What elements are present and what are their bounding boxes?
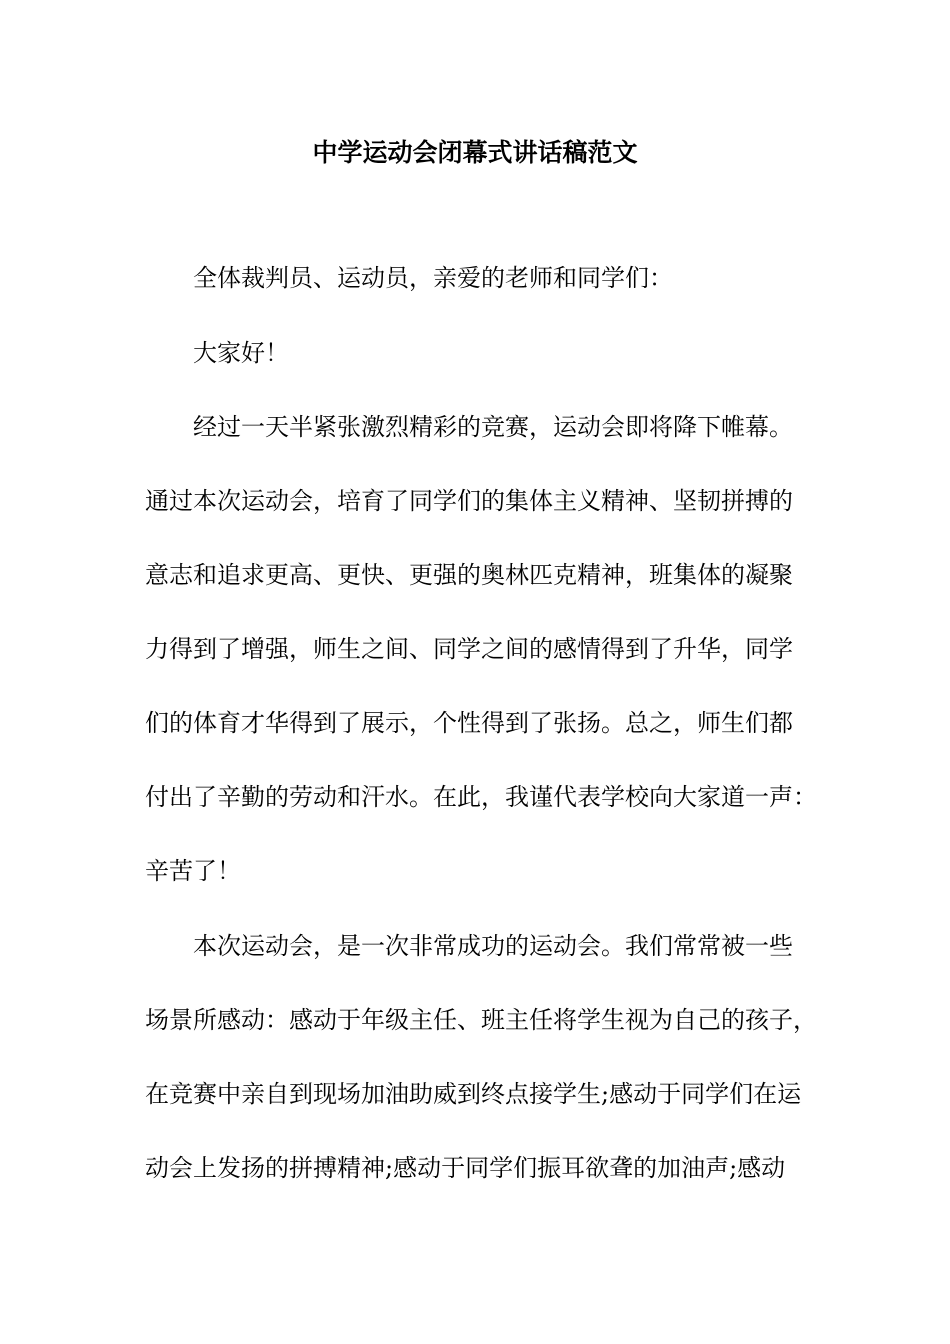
paragraph-1-line-2: 通过本次运动会，培育了同学们的集体主义精神、坚韧拼搏的 [145, 487, 793, 515]
paragraph-1-line-6: 付出了辛勤的劳动和汗水。在此，我谨代表学校向大家道一声： [145, 783, 817, 811]
paragraph-1-line-3: 意志和追求更高、更快、更强的奥林匹克精神，班集体的凝聚 [145, 561, 793, 589]
paragraph-2-line-2: 场景所感动：感动于年级主任、班主任将学生视为自己的孩子， [145, 1006, 817, 1034]
paragraph-1-line-1: 经过一天半紧张激烈精彩的竞赛，运动会即将降下帷幕。 [193, 413, 793, 441]
greeting-line: 全体裁判员、运动员，亲爱的老师和同学们： [193, 264, 673, 292]
salutation-line: 大家好！ [193, 339, 289, 367]
paragraph-1-line-4: 力得到了增强，师生之间、同学之间的感情得到了升华，同学 [145, 635, 793, 663]
paragraph-2-line-4: 动会上发扬的拼搏精神;感动于同学们振耳欲聋的加油声;感动 [145, 1154, 786, 1182]
document-title: 中学运动会闭幕式讲话稿范文 [312, 138, 638, 167]
paragraph-1-line-5: 们的体育才华得到了展示，个性得到了张扬。总之，师生们都 [145, 709, 793, 737]
paragraph-1-line-7: 辛苦了！ [145, 857, 241, 885]
paragraph-2-line-1: 本次运动会，是一次非常成功的运动会。我们常常被一些 [193, 932, 793, 960]
paragraph-2-line-3: 在竞赛中亲自到现场加油助威到终点接学生;感动于同学们在运 [145, 1080, 802, 1108]
